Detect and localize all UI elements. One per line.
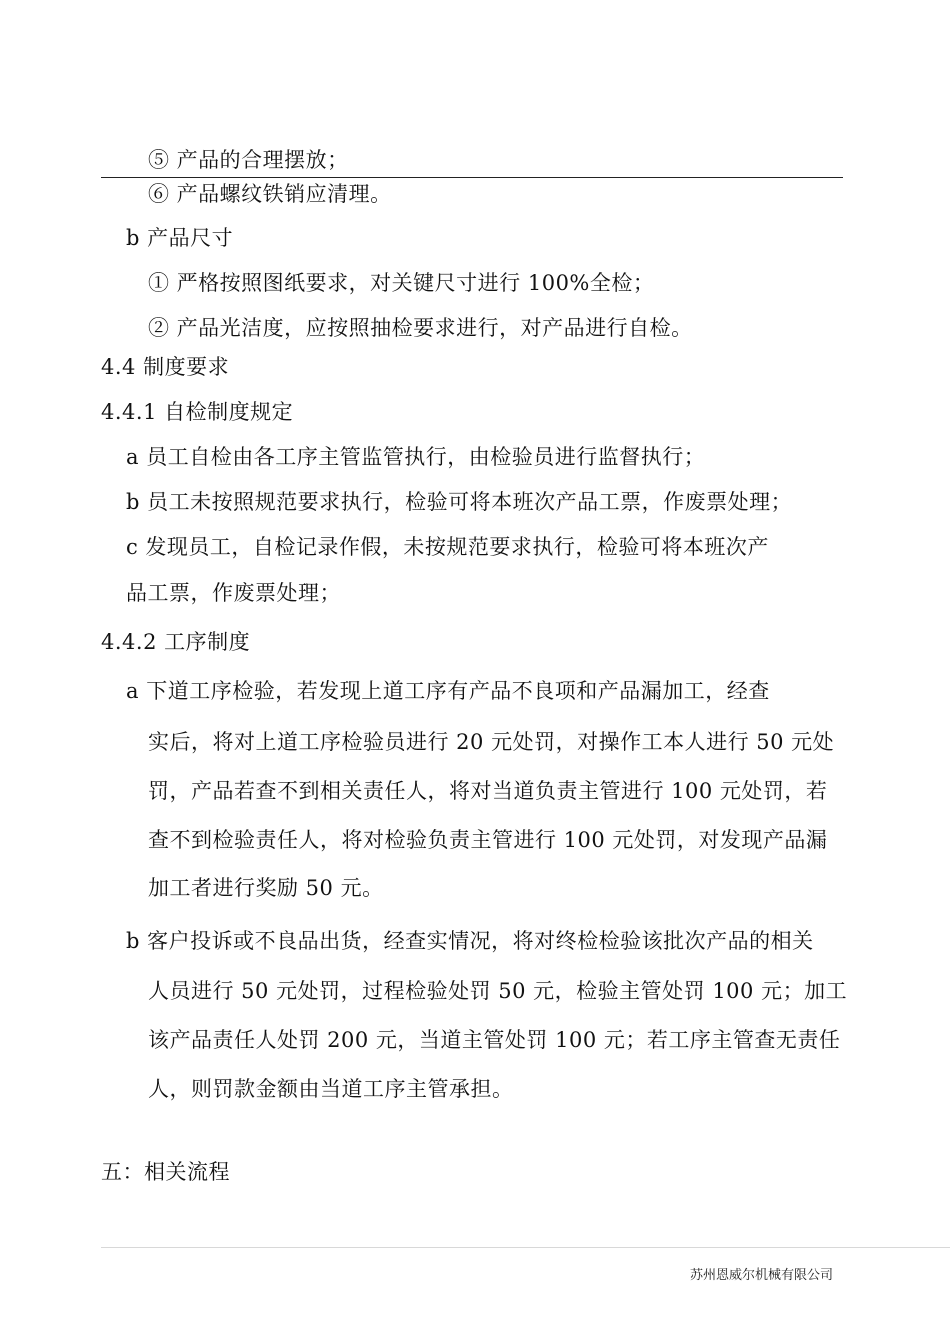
size-item-1: ① 严格按照图纸要求，对关键尺寸进行 100%全检； bbox=[148, 271, 655, 295]
section-heading-4-4-1: 4.4.1 自检制度规定 bbox=[101, 400, 294, 424]
rule-b: b 员工未按照规范要求执行，检验可将本班次产品工票，作废票处理； bbox=[126, 490, 793, 514]
rule-a: a 员工自检由各工序主管监管执行，由检验员进行监督执行； bbox=[126, 445, 706, 469]
process-b-line1: b 客户投诉或不良品出货，经查实情况，将对终检检验该批次产品的相关 bbox=[126, 929, 814, 953]
process-b-line2: 人员进行 50 元处罚，过程检验处罚 50 元，检验主管处罚 100 元；加工 bbox=[148, 979, 848, 1003]
process-a-line1: a 下道工序检验，若发现上道工序有产品不良项和产品漏加工，经查 bbox=[126, 679, 770, 703]
subheading-product-size: b 产品尺寸 bbox=[126, 226, 234, 250]
process-b-line3: 该产品责任人处罚 200 元，当道主管处罚 100 元；若工序主管查无责任 bbox=[148, 1028, 841, 1052]
item-6-text: ⑥ 产品螺纹铁销应清理。 bbox=[148, 182, 392, 206]
section-heading-4-4: 4.4 制度要求 bbox=[101, 355, 230, 379]
section-heading-5: 五：相关流程 bbox=[101, 1160, 230, 1184]
size-item-2: ② 产品光洁度，应按照抽检要求进行，对产品进行自检。 bbox=[148, 316, 693, 340]
section-heading-4-4-2: 4.4.2 工序制度 bbox=[101, 630, 251, 654]
header-rule bbox=[101, 177, 843, 178]
rule-c-line2: 品工票，作废票处理； bbox=[126, 581, 341, 605]
process-b-line4: 人，则罚款金额由当道工序主管承担。 bbox=[148, 1077, 514, 1101]
rule-c-line1: c 发现员工，自检记录作假，未按规范要求执行，检验可将本班次产 bbox=[126, 535, 769, 559]
process-a-line2: 实后，将对上道工序检验员进行 20 元处罚，对操作工本人进行 50 元处 bbox=[148, 730, 835, 754]
footer-company-name: 苏州恩威尔机械有限公司 bbox=[690, 1268, 834, 1283]
process-a-line5: 加工者进行奖励 50 元。 bbox=[148, 876, 384, 900]
item-5-text: ⑤ 产品的合理摆放； bbox=[148, 148, 349, 172]
footer-rule bbox=[101, 1247, 950, 1248]
process-a-line4: 查不到检验责任人，将对检验负责主管进行 100 元处罚，对发现产品漏 bbox=[148, 828, 828, 852]
process-a-line3: 罚，产品若查不到相关责任人，将对当道负责主管进行 100 元处罚，若 bbox=[148, 779, 828, 803]
